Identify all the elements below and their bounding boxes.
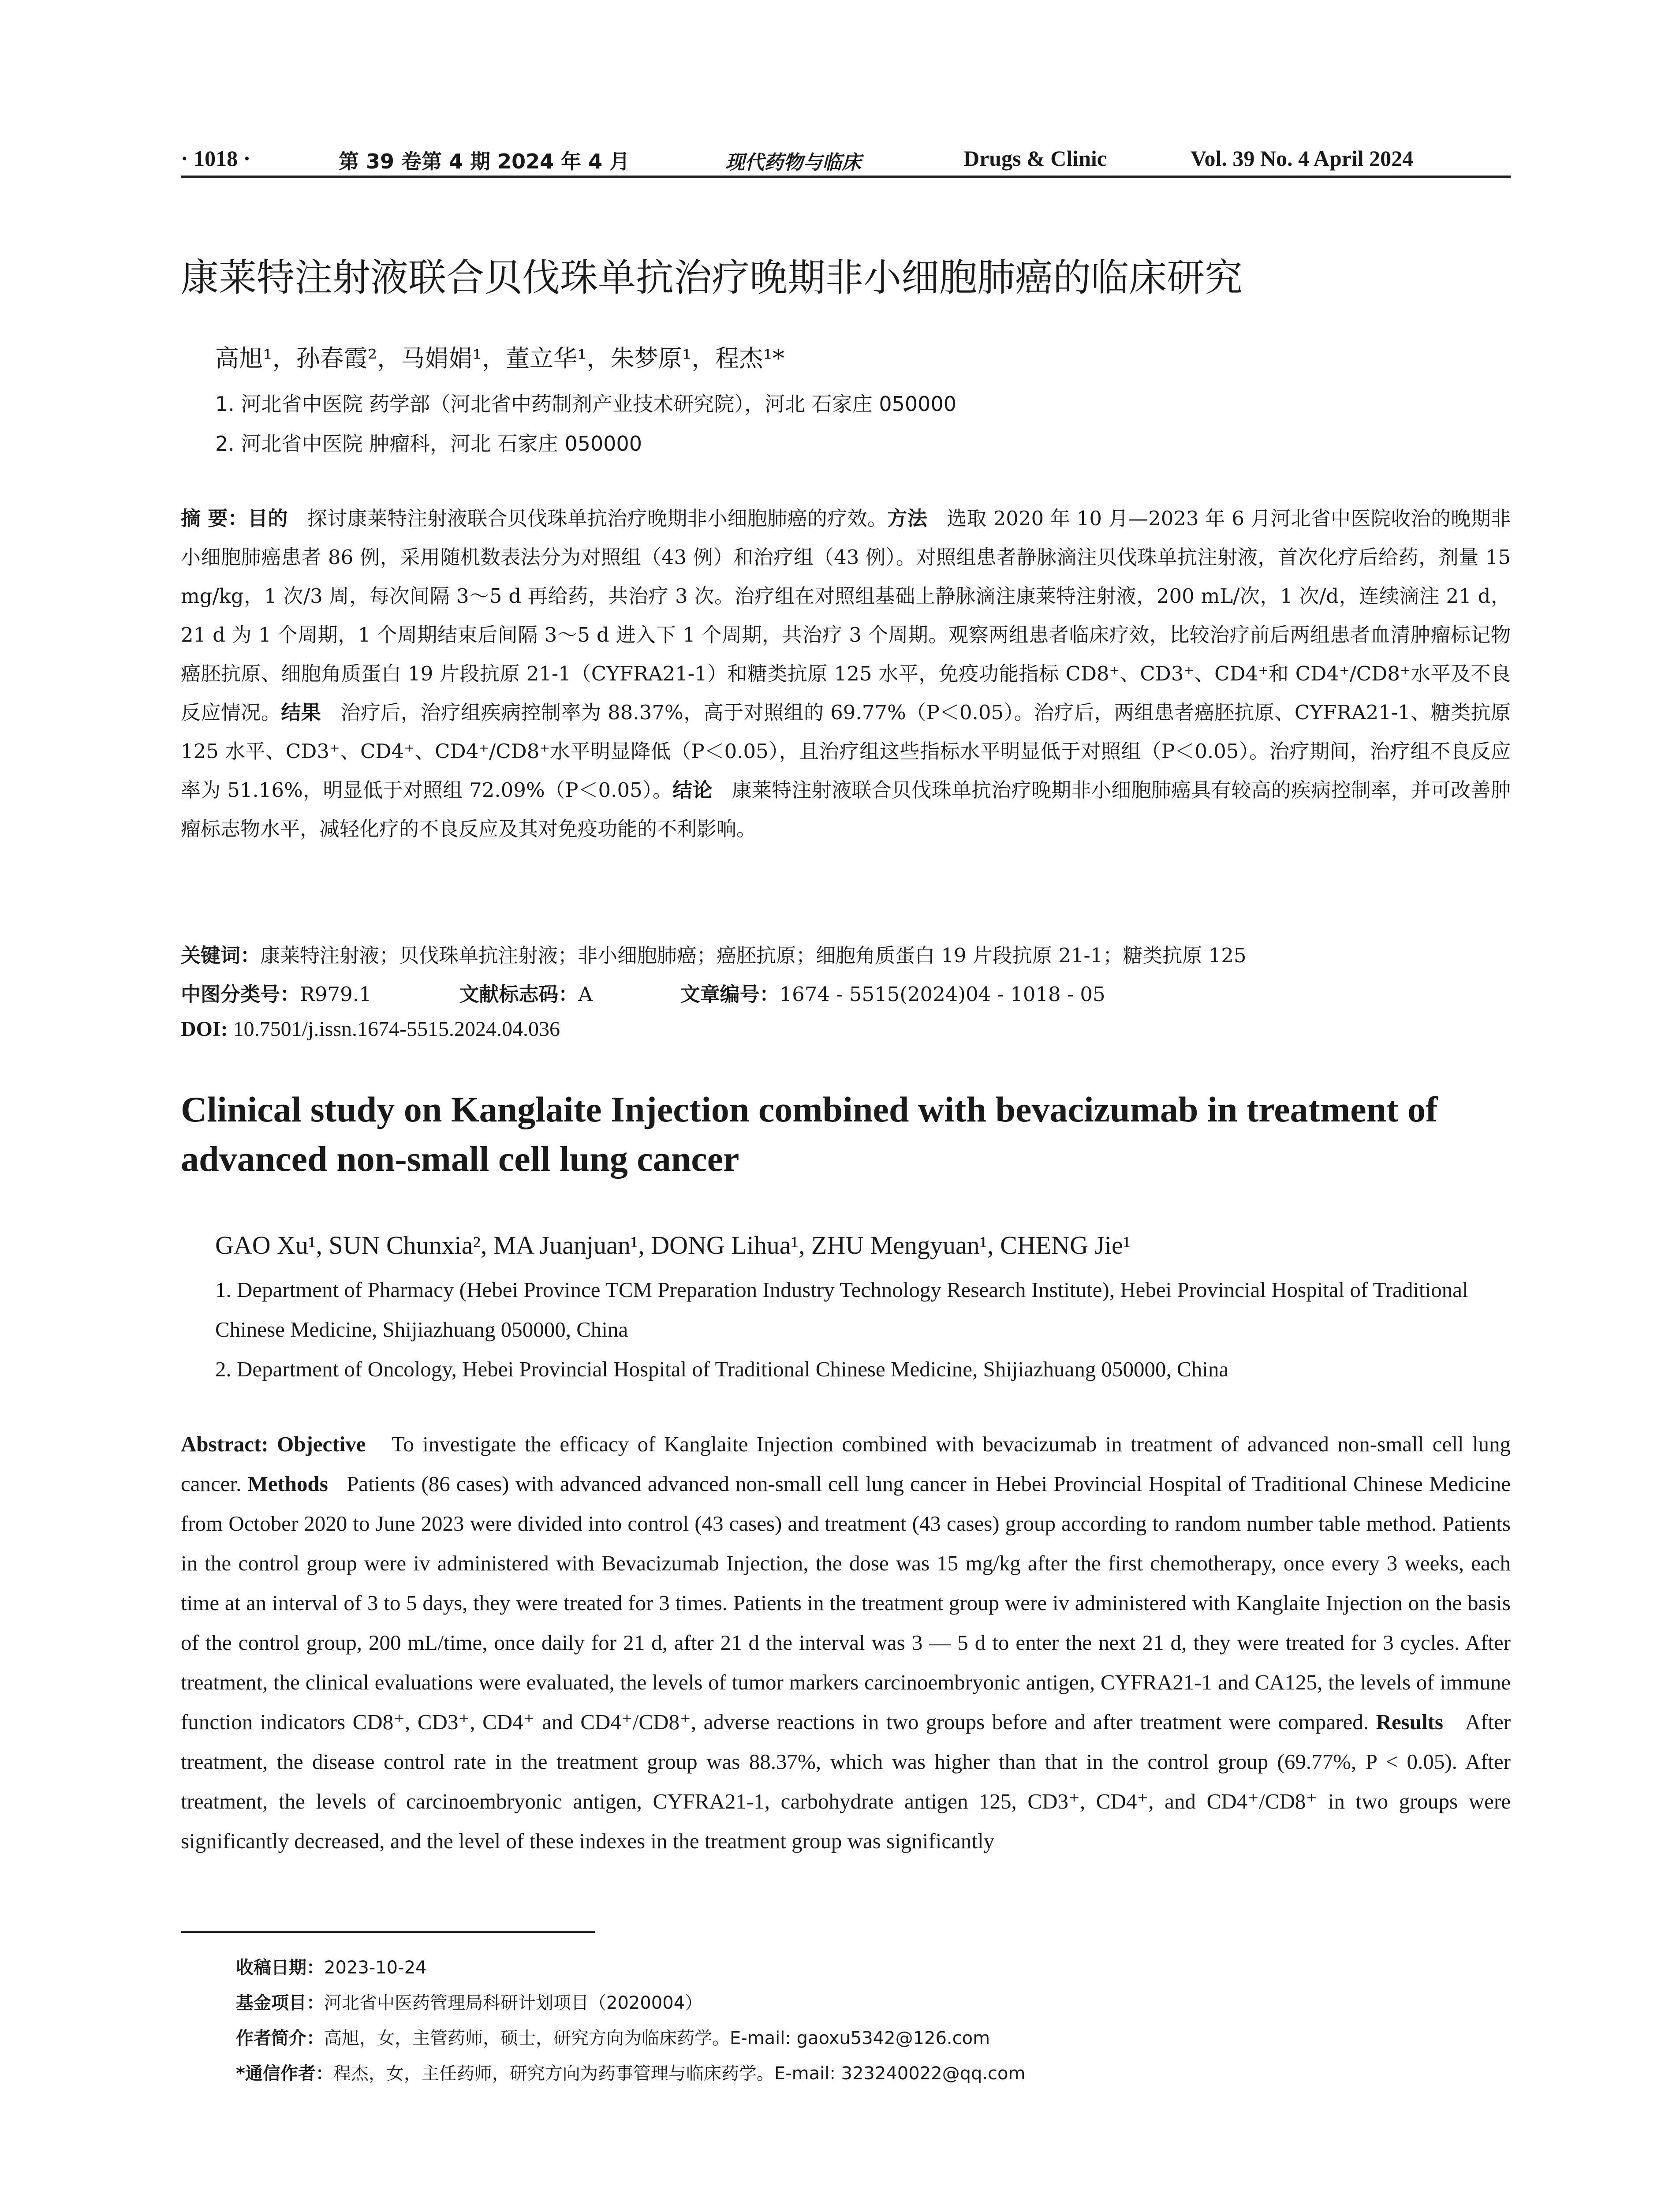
page-number: · 1018 · [181, 146, 251, 171]
article-no-label: 文章编号： [680, 983, 780, 1006]
en-methods: Patients (86 cases) with advanced advanced non-small cell lung cancer in Hebei Provincial Hospital of Traditional Chinese Medicine from October 2020 to June 2023 were divided into control (43 cases) and treatment (43 cases) group according to random number table method. Patients in the control group were iv administered with Bevacizumab Injection, the dose was 15 mg/kg after the first chemotherapy, once every 3 weeks, each time at an interval of 3 to 5 days, they were treated for 3 times. Patients in the treatment group were iv administered with Kanglaite Injection on the basis of the control group, 200 mL/time, once daily for 21 d, after 21 d the interval was 3 — 5 d to enter the next 21 d, they were treated for 3 cycles. After treatment, the clinical evaluations were evaluated, the levels of tumor markers carcinoembryonic antigen, CYFRA21-1 and CA125, the levels of immune function indicators CD8⁺, CD3⁺, CD4⁺ and CD4⁺/CD8⁺, adverse reactions in two groups before and after treatment were compared. [181, 1472, 1511, 1734]
doi-value: 10.7501/j.issn.1674-5515.2024.04.036 [233, 1017, 560, 1041]
doc-code-label: 文献标志码： [459, 983, 579, 1006]
cn-affiliation-2: 2. 河北省中医院 肿瘤科，河北 石家庄 050000 [215, 432, 642, 456]
cn-methods-label: 方法 [887, 507, 928, 530]
en-abstract-label: Abstract: Objective [181, 1432, 366, 1456]
received-label: 收稿日期： [236, 1958, 324, 1978]
running-header [181, 140, 1511, 178]
footnote-corresponding [236, 2059, 1026, 2085]
cn-methods: 选取 2020 年 10 月—2023 年 6 月河北省中医院收治的晚期非小细胞肺癌患者 86 例，采用随机数表法分为对照组（43 例）和治疗组（43 例）。对照组患者静脉滴注贝伐珠单抗注射液，首次化疗后给药，剂量 15 mg/kg，1 次/3 周，每次间隔 3～5 d 再给药，共治疗 3 次。治疗组在对照组基础上静脉滴注康莱特注射液，200 mL/次，1 次/d，连续滴注 21 d，21 d 为 1 个周期，1 个周期结束后间隔 3～5 d 进入下 1 个周期，共治疗 3 个周期。观察两组患者临床疗效，比较治疗前后两组患者血清肿瘤标记物癌胚抗原、细胞角质蛋白 19 片段抗原 21-1（CYFRA21-1）和糖类抗原 125 水平，免疫功能指标 CD8⁺、CD3⁺、CD4⁺和 CD4⁺/CD8⁺水平及不良反应情况。 [181, 507, 1511, 724]
issue-cn: 第 39 卷第 4 期 2024 年 4 月 [339, 149, 630, 173]
clc-value: R979.1 [300, 983, 372, 1006]
article-no-value: 1674 - 5515(2024)04 - 1018 - 05 [779, 983, 1105, 1006]
doc-code-value: A [578, 983, 593, 1006]
fund-value: 河北省中医药管理局科研计划项目（2020004） [324, 1993, 703, 2013]
cn-affiliation-1: 1. 河北省中医院 药学部（河北省中药制剂产业技术研究院），河北 石家庄 050000 [215, 392, 956, 416]
footnote-received [236, 1954, 426, 1979]
doi-label: DOI: [181, 1017, 228, 1041]
fund-label: 基金项目： [236, 1993, 324, 2013]
cn-authors: 高旭¹，孙春霞²，马娟娟¹，董立华¹，朱梦原¹，程杰¹* [215, 344, 784, 372]
cn-keywords: 康莱特注射液；贝伐珠单抗注射液；非小细胞肺癌；癌胚抗原；细胞角质蛋白 19 片段抗原 21-1；糖类抗原 125 [260, 944, 1247, 967]
en-affiliation-1: 1. Department of Pharmacy (Hebei Province TCM Preparation Industry Technology Research Institute), Hebei Provincial Hospital of Traditional Chinese Medicine, Shijiazhuang 050000, China [215, 1278, 1468, 1342]
journal-name-cn: 现代药物与临床 [725, 151, 861, 174]
clc-label: 中图分类号： [181, 983, 300, 1006]
journal-name-en: Drugs & Clinic [963, 146, 1107, 171]
doi-line [181, 1017, 560, 1041]
en-authors: GAO Xu¹, SUN Chunxia², MA Juanjuan¹, DONG Lihua¹, ZHU Mengyuan¹, CHENG Jie¹ [215, 1231, 1131, 1259]
author-bio-value: 高旭，女，主管药师，硕士，研究方向为临床药学。E-mail: gaoxu5342@126.com [324, 2028, 990, 2048]
corresponding-label: *通信作者： [236, 2063, 333, 2084]
cn-title: 康莱特注射液联合贝伐珠单抗治疗晚期非小细胞肺癌的临床研究 [181, 256, 1243, 300]
cn-objective: 探讨康莱特注射液联合贝伐珠单抗治疗晚期非小细胞肺癌的疗效。 [307, 507, 888, 530]
cn-abstract [181, 499, 1511, 848]
received-value: 2023-10-24 [324, 1958, 427, 1978]
en-results: After treatment, the disease control rate in the treatment group was 88.37%, which was higher than that in the control group (69.77%, P < 0.05). After treatment, the levels of carcinoembryonic antigen, CYFRA21-1, carbohydrate antigen 125, CD3⁺, CD4⁺, and CD4⁺/CD8⁺ in two groups were significantly decreased, and the level of these indexes in the treatment group was significantly [181, 1710, 1511, 1853]
en-abstract [181, 1424, 1511, 1861]
en-title: Clinical study on Kanglaite Injection combined with bevacizumab in treatment of advanced non-small cell lung cancer [181, 1089, 1438, 1179]
cn-objective-label: 目的 [248, 507, 288, 530]
corresponding-value: 程杰，女，主任药师，研究方向为药事管理与临床药学。E-mail: 323240022@qq.com [333, 2063, 1026, 2084]
cn-keywords-line [181, 939, 1246, 968]
author-bio-label: 作者简介： [236, 2028, 324, 2048]
footnote-divider [181, 1931, 595, 1933]
en-affiliation-2: 2. Department of Oncology, Hebei Provincial Hospital of Traditional Chinese Medicine, Shijiazhuang 050000, China [215, 1357, 1229, 1381]
cn-results: 治疗后，治疗组疾病控制率为 88.37%，高于对照组的 69.77%（P＜0.05）。治疗后，两组患者癌胚抗原、CYFRA21-1、糖类抗原 125 水平、CD3⁺、CD4⁺、CD4⁺/CD8⁺水平明显降低（P＜0.05），且治疗组这些指标水平明显低于对照组（P＜0.05）。治疗期间，治疗组不良反应率为 51.16%，明显低于对照组 72.09%（P＜0.05）。 [181, 701, 1511, 802]
cn-abstract-label: 摘 要： [181, 507, 248, 530]
cn-results-label: 结果 [281, 701, 321, 724]
en-methods-label: Methods [247, 1472, 328, 1496]
cn-classification-line [181, 978, 1105, 1007]
en-objective: To investigate the efficacy of Kanglaite Injection combined with bevacizumab in treatment of advanced non-small cell lung cancer. [181, 1432, 1511, 1496]
footnote-fund [236, 1989, 702, 2014]
cn-conclusion: 康莱特注射液联合贝伐珠单抗治疗晚期非小细胞肺癌具有较高的疾病控制率，并可改善肿瘤标志物水平，减轻化疗的不良反应及其对免疫功能的不利影响。 [181, 778, 1511, 841]
cn-keywords-label: 关键词： [181, 944, 261, 967]
issue-en: Vol. 39 No. 4 April 2024 [1191, 146, 1414, 171]
cn-conclusion-label: 结论 [672, 778, 713, 802]
en-results-label: Results [1376, 1710, 1443, 1734]
footnote-author [236, 2024, 990, 2049]
